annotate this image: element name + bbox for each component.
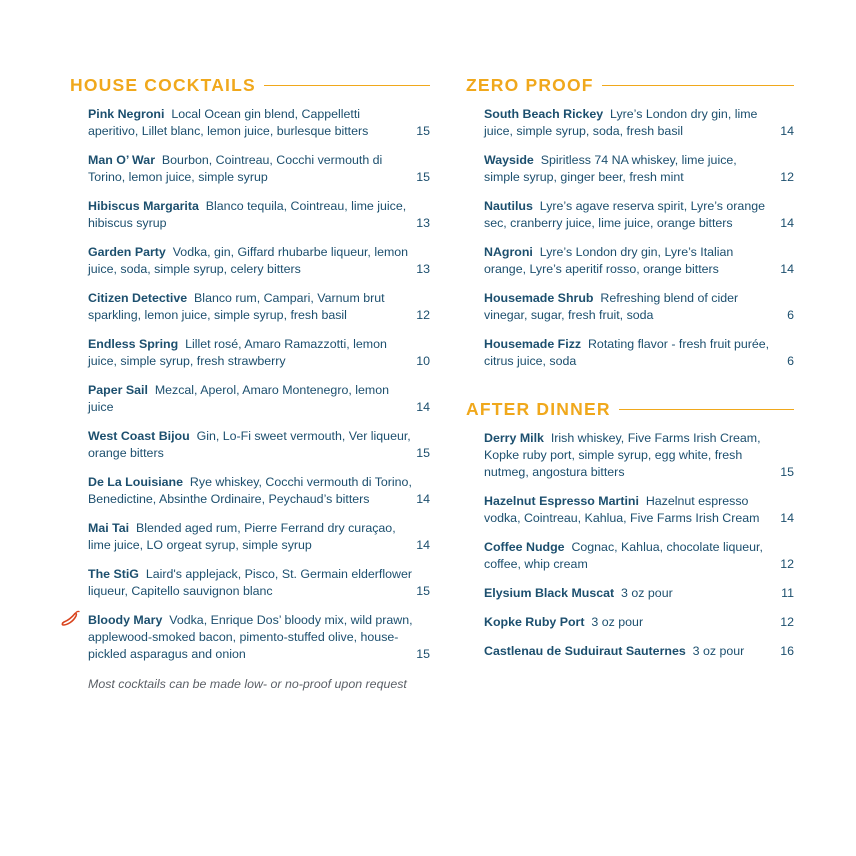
item-name: Kopke Ruby Port: [484, 615, 585, 629]
item-name: Endless Spring: [88, 337, 179, 351]
item-name: Pink Negroni: [88, 107, 165, 121]
item-price: 14: [780, 124, 794, 138]
section-rule: [602, 85, 794, 86]
item-description: Lyre’s agave reserva spirit, Lyre’s orange sec, cranberry juice, lime juice, orange bitters: [484, 199, 765, 230]
house-cocktails-header: [70, 74, 430, 96]
after-dinner-header: [466, 398, 794, 420]
house-cocktails-column: [70, 74, 430, 691]
menu-item: [88, 198, 430, 232]
item-name: Coffee Nudge: [484, 540, 565, 554]
item-description: Local Ocean gin blend, Cappelletti aperitivo, Lillet blanc, lemon juice, burlesque bitters: [88, 107, 369, 138]
menu-item: [484, 336, 794, 370]
item-price: 12: [416, 308, 430, 322]
item-description: 3 oz pour: [692, 644, 745, 658]
item-price: 15: [780, 465, 794, 479]
section-rule: [619, 409, 794, 410]
item-description: 3 oz pour: [621, 586, 673, 600]
item-name: Nautilus: [484, 199, 533, 213]
item-name: Mai Tai: [88, 521, 130, 535]
menu-item: [88, 290, 430, 324]
item-price: 6: [787, 308, 794, 322]
menu-item: [484, 643, 794, 660]
item-price: 13: [416, 216, 430, 230]
section-title: HOUSE COCKTAILS: [70, 75, 256, 95]
menu-item: [88, 106, 430, 140]
right-column: [466, 74, 794, 672]
item-name: De La Louisiane: [88, 475, 184, 489]
menu-item: [88, 382, 430, 416]
item-price: 15: [416, 647, 430, 661]
item-price: 6: [787, 354, 794, 368]
item-name: Wayside: [484, 153, 534, 167]
item-description: Rye whiskey, Cocchi vermouth di Torino, Benedictine, Absinthe Ordinaire, Peychaud’s bitters: [88, 475, 412, 506]
house-cocktails-list: [70, 106, 430, 663]
item-price: 14: [780, 511, 794, 525]
menu-item: [484, 585, 794, 602]
item-price: 15: [416, 584, 430, 598]
item-price: 15: [416, 124, 430, 138]
item-description: Spiritless 74 NA whiskey, lime juice, simple syrup, ginger beer, fresh mint: [484, 153, 737, 184]
item-name: Citizen Detective: [88, 291, 188, 305]
menu-item: [88, 244, 430, 278]
item-price: 12: [780, 170, 794, 184]
menu-item: [88, 336, 430, 370]
item-description: Hazelnut espresso vodka, Cointreau, Kahlua, Five Farms Irish Cream: [484, 494, 760, 525]
menu-item: [88, 566, 430, 600]
item-name: Housemade Fizz: [484, 337, 582, 351]
item-name: Man O’ War: [88, 153, 156, 167]
item-description: Blanco rum, Campari, Varnum brut sparkling, lemon juice, simple syrup, fresh basil: [88, 291, 385, 322]
item-price: 14: [780, 262, 794, 276]
menu-item: [484, 244, 794, 278]
zero-proof-header: [466, 74, 794, 96]
item-description: Vodka, Enrique Dos’ bloody mix, wild prawn, applewood-smoked bacon, pimento-stuffed olive, house-pickled asparagus and onion: [88, 613, 413, 661]
menu-item: [484, 152, 794, 186]
item-description: Cognac, Kahlua, chocolate liqueur, coffee, whip cream: [484, 540, 763, 571]
item-description: Bourbon, Cointreau, Cocchi vermouth di Torino, lemon juice, simple syrup: [88, 153, 383, 184]
item-description: Lyre’s London dry gin, lime juice, simple syrup, soda, fresh basil: [484, 107, 758, 138]
item-description: Irish whiskey, Five Farms Irish Cream, Kopke ruby port, simple syrup, egg white, fresh nutmeg, angostura bitters: [484, 431, 761, 479]
item-name: Garden Party: [88, 245, 166, 259]
item-price: 12: [780, 557, 794, 571]
item-description: 3 oz pour: [591, 615, 644, 629]
footnote: Most cocktails can be made low- or no-proof upon request: [88, 677, 407, 691]
item-price: 14: [416, 400, 430, 414]
menu-item: [88, 612, 430, 663]
item-description: Laird's applejack, Pisco, St. Germain elderflower liqueur, Capitello sauvignon blanc: [88, 567, 412, 598]
item-description: Vodka, gin, Giffard rhubarbe liqueur, lemon juice, soda, simple syrup, celery bitters: [88, 245, 409, 276]
item-name: West Coast Bijou: [88, 429, 190, 443]
item-price: 10: [416, 354, 430, 368]
chili-pepper-icon: [61, 610, 81, 628]
item-description: Rotating flavor - fresh fruit purée, citrus juice, soda: [484, 337, 770, 368]
item-name: The StiG: [88, 567, 139, 581]
item-price: 11: [781, 586, 794, 600]
item-price: 14: [780, 216, 794, 230]
after-dinner-list: [466, 430, 794, 660]
item-name: Paper Sail: [88, 383, 148, 397]
section-rule: [264, 85, 430, 86]
item-name: Derry Milk: [484, 431, 544, 445]
item-description: Gin, Lo-Fi sweet vermouth, Ver liqueur, orange bitters: [88, 429, 411, 460]
item-name: Hazelnut Espresso Martini: [484, 494, 639, 508]
menu-item: [484, 290, 794, 324]
item-price: 12: [780, 615, 794, 629]
item-name: Housemade Shrub: [484, 291, 594, 305]
menu-item: [484, 430, 794, 481]
menu-item: [88, 474, 430, 508]
item-description: Lillet rosé, Amaro Ramazzotti, lemon juice, simple syrup, fresh strawberry: [88, 337, 387, 368]
item-description: Blanco tequila, Cointreau, lime juice, hibiscus syrup: [88, 199, 407, 230]
menu-item: [484, 614, 794, 631]
menu-item: [484, 539, 794, 573]
item-name: NAgroni: [484, 245, 533, 259]
menu-item: [88, 520, 430, 554]
item-name: Bloody Mary: [88, 613, 163, 627]
item-price: 13: [416, 262, 430, 276]
section-title: ZERO PROOF: [466, 75, 594, 95]
item-name: Elysium Black Muscat: [484, 586, 615, 600]
menu-item: [88, 152, 430, 186]
item-description: Mezcal, Aperol, Amaro Montenegro, lemon juice: [88, 383, 389, 414]
zero-proof-list: [466, 106, 794, 370]
menu-item: [484, 198, 794, 232]
item-name: Castlenau de Suduiraut Sauternes: [484, 644, 686, 658]
item-name: Hibiscus Margarita: [88, 199, 199, 213]
item-name: South Beach Rickey: [484, 107, 604, 121]
item-description: Refreshing blend of cider vinegar, sugar, fresh fruit, soda: [484, 291, 739, 322]
item-price: 14: [416, 538, 430, 552]
item-price: 15: [416, 170, 430, 184]
item-price: 14: [416, 492, 430, 506]
menu-item: [484, 493, 794, 527]
item-description: Lyre’s London dry gin, Lyre’s Italian orange, Lyre’s aperitif rosso, orange bitters: [484, 245, 734, 276]
item-description: Blended aged rum, Pierre Ferrand dry curaçao, lime juice, LO orgeat syrup, simple syrup: [88, 521, 396, 552]
menu-item: [484, 106, 794, 140]
item-price: 16: [780, 644, 794, 658]
item-price: 15: [416, 446, 430, 460]
section-title: AFTER DINNER: [466, 399, 611, 419]
menu-item: [88, 428, 430, 462]
